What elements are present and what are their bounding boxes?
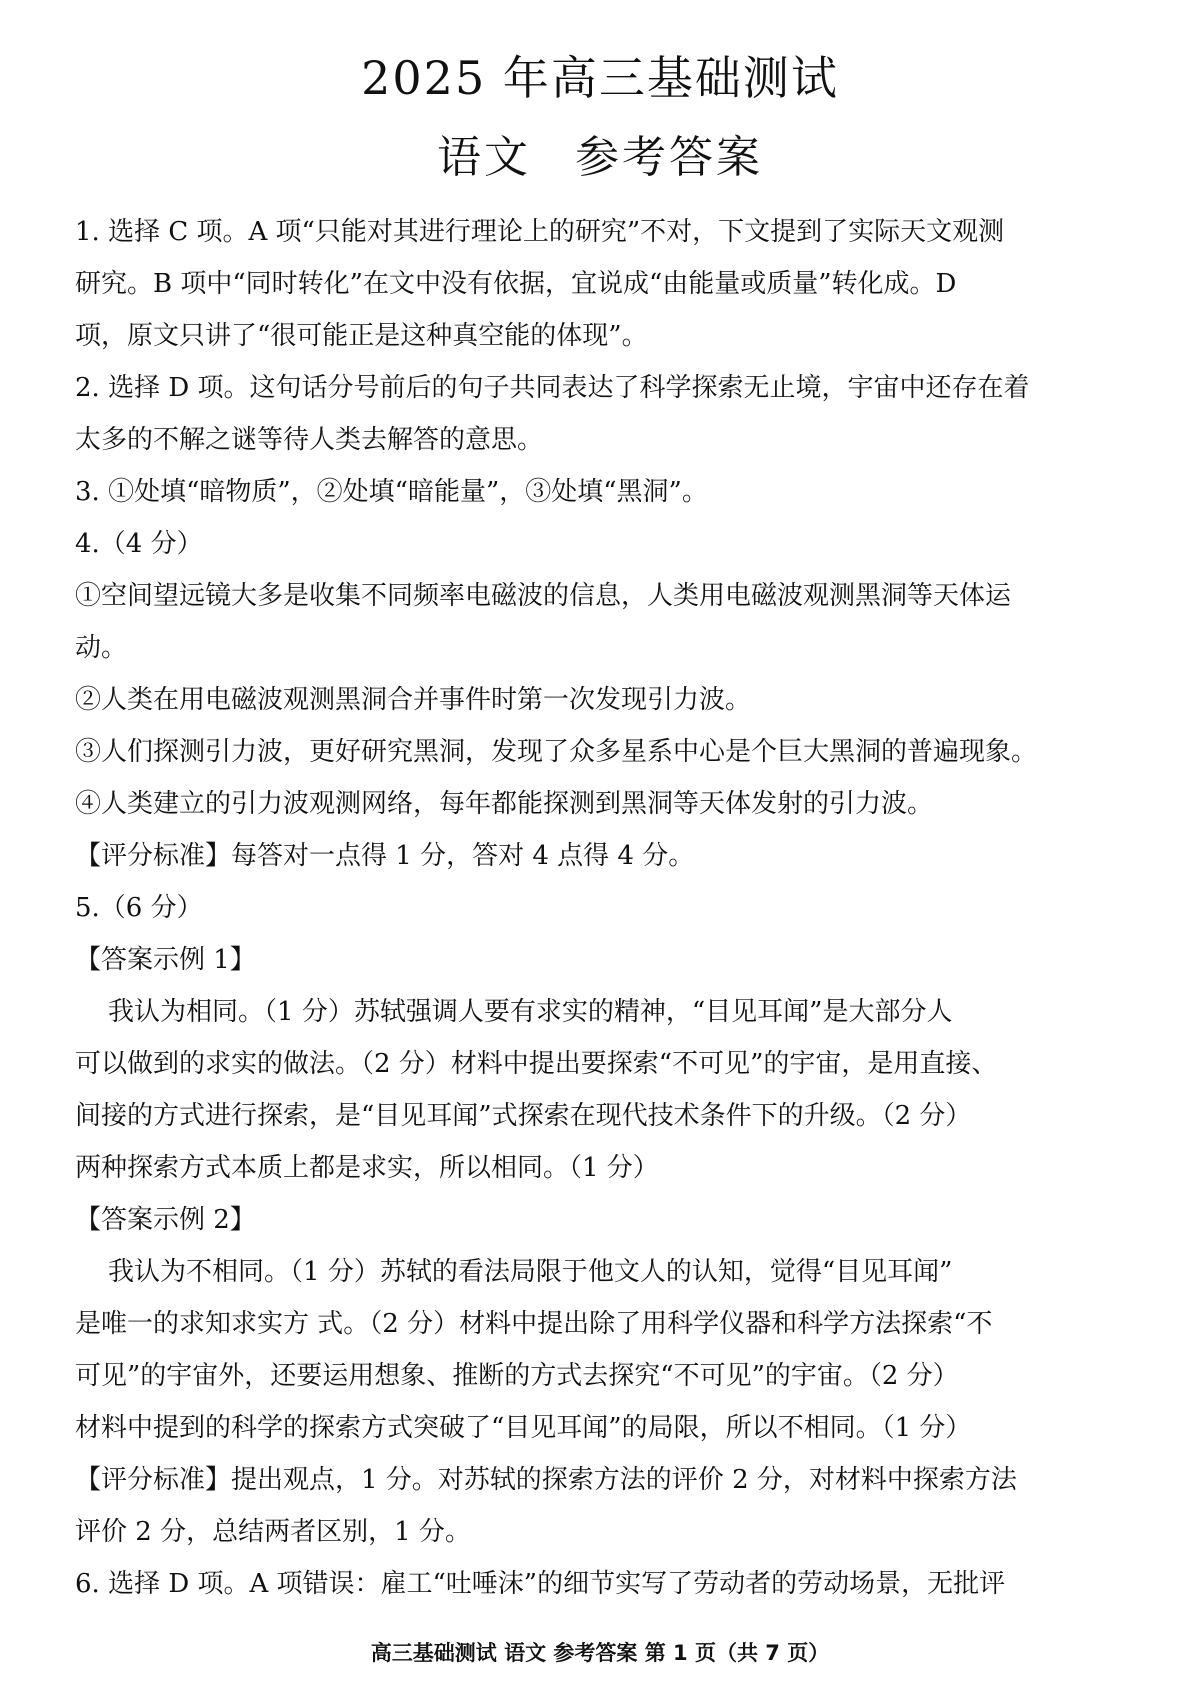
- text-line: 间接的方式进行探索，是“目见耳闻”式探索在现代技术条件下的升级。（2 分）: [75, 1101, 972, 1131]
- text-line: 6. 选择 D 项。A 项错误：雇工“吐唾沫”的细节实写了劳动者的劳动场景，无批评: [75, 1569, 1006, 1599]
- doc-type-label: 参考答案: [575, 132, 763, 183]
- text-line: 4.（4 分）: [75, 529, 203, 559]
- text-line: 两种探索方式本质上都是求实，所以相同。（1 分）: [75, 1153, 659, 1183]
- text-line: ④人类建立的引力波观测网络，每年都能探测到黑洞等天体发射的引力波。: [75, 789, 934, 819]
- answer-body: [75, 206, 1135, 1610]
- text-line: 5.（6 分）: [75, 893, 203, 923]
- text-line: 3. ①处填“暗物质”，②处填“暗能量”，③处填“黑洞”。: [75, 477, 708, 507]
- text-line: 【答案示例 1】: [75, 945, 256, 975]
- text-line: 1. 选择 C 项。A 项“只能对其进行理论上的研究”不对，下文提到了实际天文观测: [75, 217, 1005, 247]
- text-line: 2. 选择 D 项。这句话分号前后的句子共同表达了科学探索无止境，宇宙中还存在着: [75, 373, 1030, 403]
- text-line: 太多的不解之谜等待人类去解答的意思。: [75, 425, 544, 455]
- page-subtitle: [0, 128, 1200, 188]
- text-line: 研究。B 项中“同时转化”在文中没有依据，宜说成“由能量或质量”转化成。D: [75, 269, 957, 299]
- text-line: 我认为相同。（1 分）苏轼强调人要有求实的精神，“目见耳闻”是大部分人: [75, 997, 953, 1027]
- text-line: 材料中提到的科学的探索方式突破了“目见耳闻”的局限，所以不相同。（1 分）: [75, 1413, 972, 1443]
- text-line: 项，原文只讲了“很可能正是这种真空能的体现”。: [75, 321, 648, 351]
- text-line: 【评分标准】每答对一点得 1 分，答对 4 点得 4 分。: [75, 841, 695, 871]
- text-line: 评价 2 分，总结两者区别，1 分。: [75, 1517, 471, 1547]
- text-line: 可见”的宇宙外，还要运用想象、推断的方式去探究“不可见”的宇宙。（2 分）: [75, 1361, 959, 1391]
- text-line: 我认为不相同。（1 分）苏轼的看法局限于他文人的认知，觉得“目见耳闻”: [75, 1257, 953, 1287]
- text-line: ①空间望远镜大多是收集不同频率电磁波的信息，人类用电磁波观测黑洞等天体运: [75, 581, 1012, 611]
- text-line: 可以做到的求实的做法。（2 分）材料中提出要探索“不可见”的宇宙，是用直接、: [75, 1049, 998, 1079]
- subject-label: 语文: [437, 132, 531, 183]
- text-line: 动。: [75, 633, 128, 663]
- page-title: 2025 年高三基础测试: [361, 51, 839, 105]
- page-footer: 高三基础测试 语文 参考答案 第 1 页（共 7 页）: [370, 1641, 830, 1665]
- text-line: 【答案示例 2】: [75, 1205, 256, 1235]
- text-line: 【评分标准】提出观点，1 分。对苏轼的探索方法的评价 2 分，对材料中探索方法: [75, 1465, 1017, 1495]
- text-line: ③人们探测引力波，更好研究黑洞，发现了众多星系中心是个巨大黑洞的普遍现象。: [75, 737, 1038, 767]
- text-line: 是唯一的求知求实方 式。（2 分）材料中提出除了用科学仪器和科学方法探索“不: [75, 1309, 993, 1339]
- text-line: ②人类在用电磁波观测黑洞合并事件时第一次发现引力波。: [75, 685, 752, 715]
